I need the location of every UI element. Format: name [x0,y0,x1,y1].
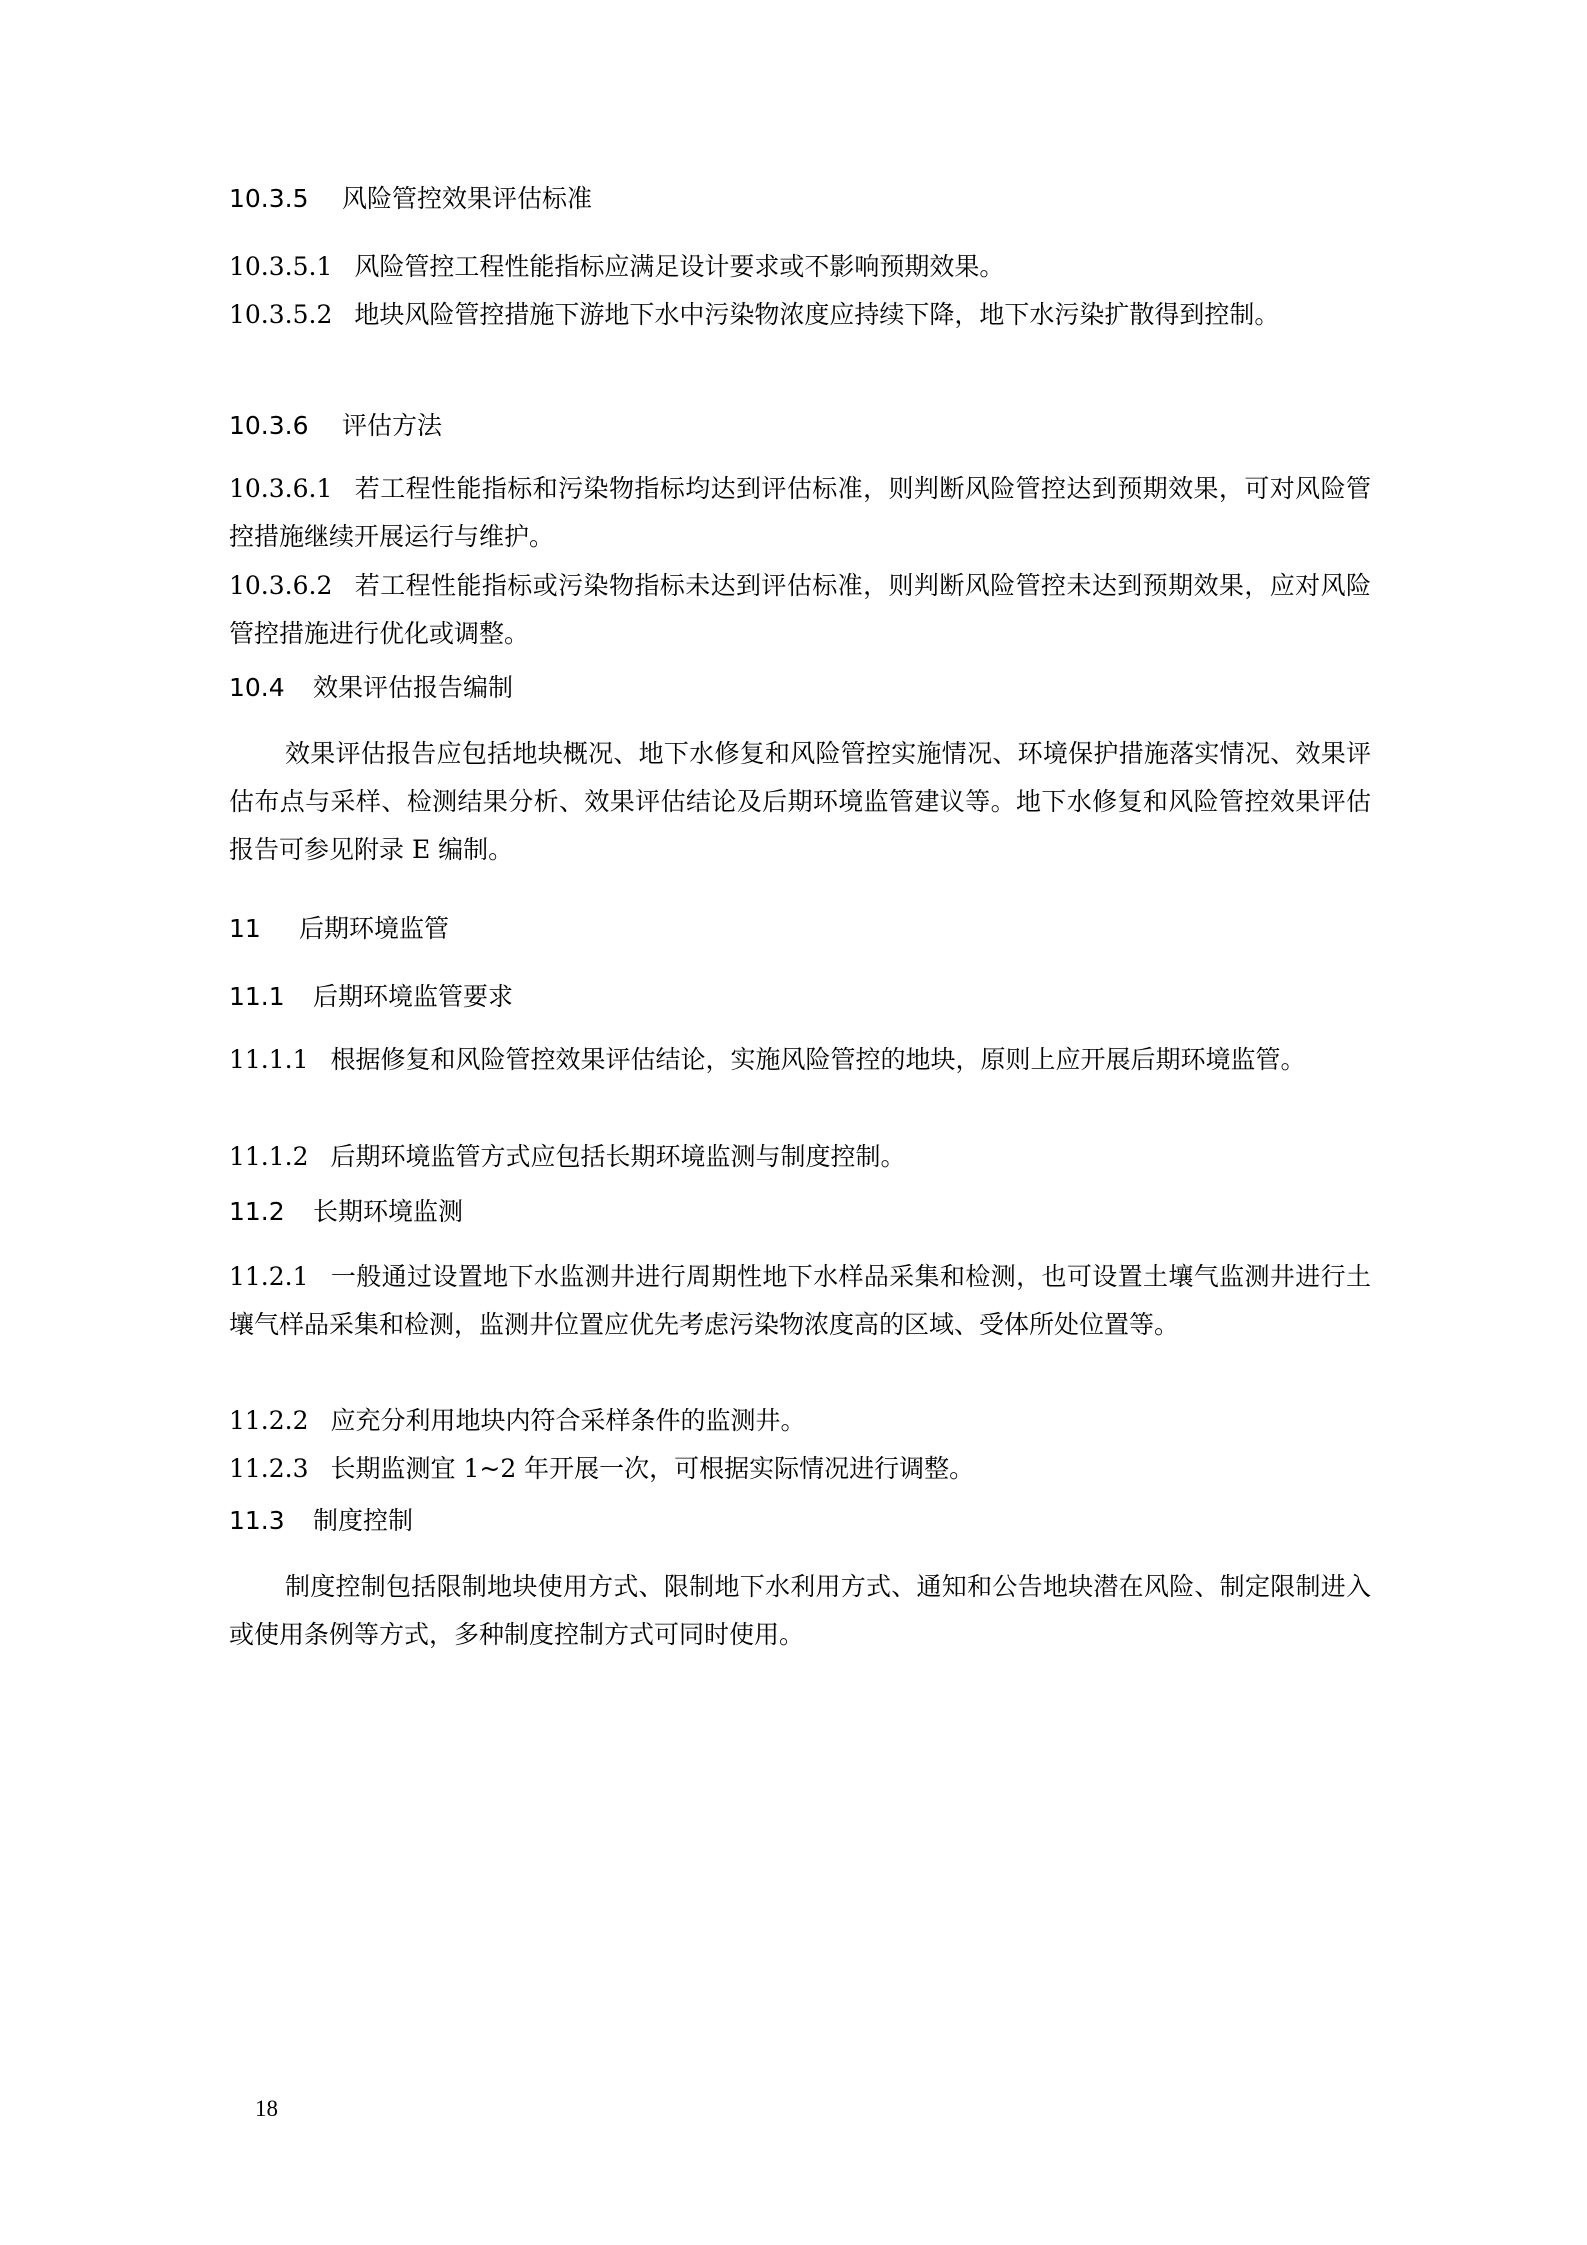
paragraph-text: 制度控制包括限制地块使用方式、限制地下水利用方式、通知和公告地块潜在风险、制定限制进入或使用条例等方式，多种制度控制方式可同时使用。 [229,1572,1371,1649]
clause-number: 10.3.5.1 [229,252,333,281]
paragraph-10-3-5-2 [229,291,1371,339]
heading-title: 后期环境监管要求 [313,982,514,1011]
clause-text: 长期监测宜 1~2 年开展一次，可根据实际情况进行调整。 [330,1454,975,1483]
paragraph-10-3-6-1 [229,465,1371,561]
clause-number: 11.2.2 [229,1406,309,1435]
heading-number: 10.4 [229,673,285,702]
clause-text: 后期环境监管方式应包括长期环境监测与制度控制。 [330,1142,906,1171]
clause-text: 风险管控工程性能指标应满足设计要求或不影响预期效果。 [354,252,1005,281]
clause-number: 10.3.6.2 [229,571,333,600]
heading-title: 后期环境监管 [299,914,450,943]
paragraph-10-3-6-2 [229,562,1371,658]
clause-number: 11.2.3 [229,1454,309,1483]
paragraph-11-1-2 [229,1133,1371,1181]
clause-text: 根据修复和风险管控效果评估结论，实施风险管控的地块，原则上应开展后期环境监管。 [330,1045,1306,1074]
paragraph-11-2-1 [229,1253,1371,1349]
clause-number: 10.3.5.2 [229,300,333,329]
paragraph-10-3-5-1 [229,243,1371,291]
clause-text: 一般通过设置地下水监测井进行周期性地下水样品采集和检测，也可设置土壤气监测井进行土壤气样品采集和检测，监测井位置应优先考虑污染物浓度高的区域、受体所处位置等。 [229,1262,1371,1339]
clause-text: 若工程性能指标或污染物指标未达到评估标准，则判断风险管控未达到预期效果，应对风险管控措施进行优化或调整。 [229,571,1371,648]
chapter-heading-11 [229,914,449,944]
clause-text: 应充分利用地块内符合采样条件的监测井。 [330,1406,806,1435]
section-heading-10-3-6 [229,411,442,441]
paragraph-11-2-3 [229,1445,1371,1493]
section-heading-11-2 [229,1197,463,1227]
clause-number: 10.3.6.1 [229,474,333,503]
clause-text: 地块风险管控措施下游地下水中污染物浓度应持续下降，地下水污染扩散得到控制。 [354,300,1280,329]
paragraph-11-3 [229,1563,1371,1659]
page-number: 18 [255,2096,278,2121]
heading-title: 制度控制 [313,1506,414,1535]
heading-title: 效果评估报告编制 [313,673,514,702]
heading-title: 风险管控效果评估标准 [342,184,593,213]
section-heading-11-1 [229,982,513,1012]
clause-number: 11.1.1 [229,1045,309,1074]
heading-number: 10.3.5 [229,184,309,213]
clause-text: 若工程性能指标和污染物指标均达到评估标准，则判断风险管控达到预期效果，可对风险管控措施继续开展运行与维护。 [229,474,1371,551]
heading-number: 11.3 [229,1506,285,1535]
paragraph-text: 效果评估报告应包括地块概况、地下水修复和风险管控实施情况、环境保护措施落实情况、效果评估布点与采样、检测结果分析、效果评估结论及后期环境监管建议等。地下水修复和风险管控效果评估报告可参见附录 E 编制。 [229,739,1371,864]
paragraph-11-2-2 [229,1397,1371,1445]
heading-number: 11 [229,914,261,943]
heading-title: 长期环境监测 [313,1197,464,1226]
paragraph-10-4 [229,730,1371,874]
paragraph-11-1-1 [229,1036,1371,1084]
heading-number: 10.3.6 [229,411,309,440]
heading-number: 11.1 [229,982,285,1011]
clause-number: 11.2.1 [229,1262,309,1291]
section-heading-10-4 [229,673,513,703]
clause-number: 11.1.2 [229,1142,309,1171]
heading-title: 评估方法 [342,411,443,440]
heading-number: 11.2 [229,1197,285,1226]
section-heading-10-3-5 [229,184,592,214]
section-heading-11-3 [229,1506,413,1536]
